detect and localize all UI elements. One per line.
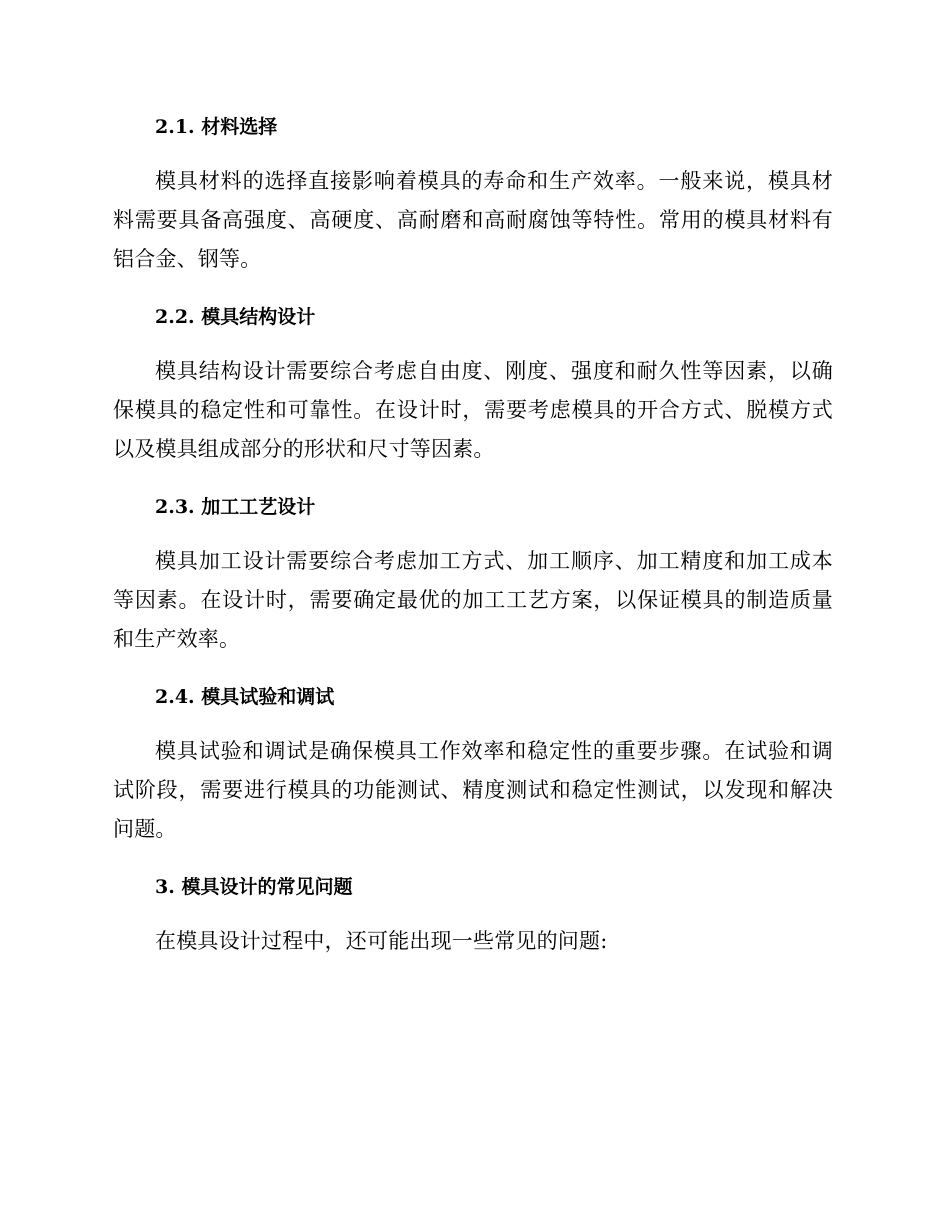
document-body [113, 108, 833, 961]
section-paragraph-2-2: 模具结构设计需要综合考虑自由度、刚度、强度和耐久性等因素，以确保模具的稳定性和可靠性。在设计时，需要考虑模具的开合方式、脱模方式以及模具组成部分的形状和尺寸等因素。 [113, 359, 833, 461]
section-paragraph-2-3: 模具加工设计需要综合考虑加工方式、加工顺序、加工精度和加工成本等因素。在设计时，需要确定最优的加工工艺方案，以保证模具的制造质量和生产效率。 [113, 549, 833, 651]
section-paragraph-3: 在模具设计过程中，还可能出现一些常见的问题: [155, 929, 608, 953]
section-heading-2-3: 2.3. 加工工艺设计 [155, 496, 316, 518]
section-heading-2-4: 2.4. 模具试验和调试 [155, 686, 335, 708]
section-heading-2-1: 2.1. 材料选择 [155, 116, 278, 138]
section-heading-3: 3. 模具设计的常见问题 [155, 876, 353, 898]
section-heading-2-2: 2.2. 模具结构设计 [155, 306, 316, 328]
section-paragraph-2-4: 模具试验和调试是确保模具工作效率和稳定性的重要步骤。在试验和调试阶段，需要进行模具的功能测试、精度测试和稳定性测试，以发现和解决问题。 [113, 739, 833, 841]
section-paragraph-2-1: 模具材料的选择直接影响着模具的寿命和生产效率。一般来说，模具材料需要具备高强度、高硬度、高耐磨和高耐腐蚀等特性。常用的模具材料有铝合金、钢等。 [113, 169, 833, 271]
